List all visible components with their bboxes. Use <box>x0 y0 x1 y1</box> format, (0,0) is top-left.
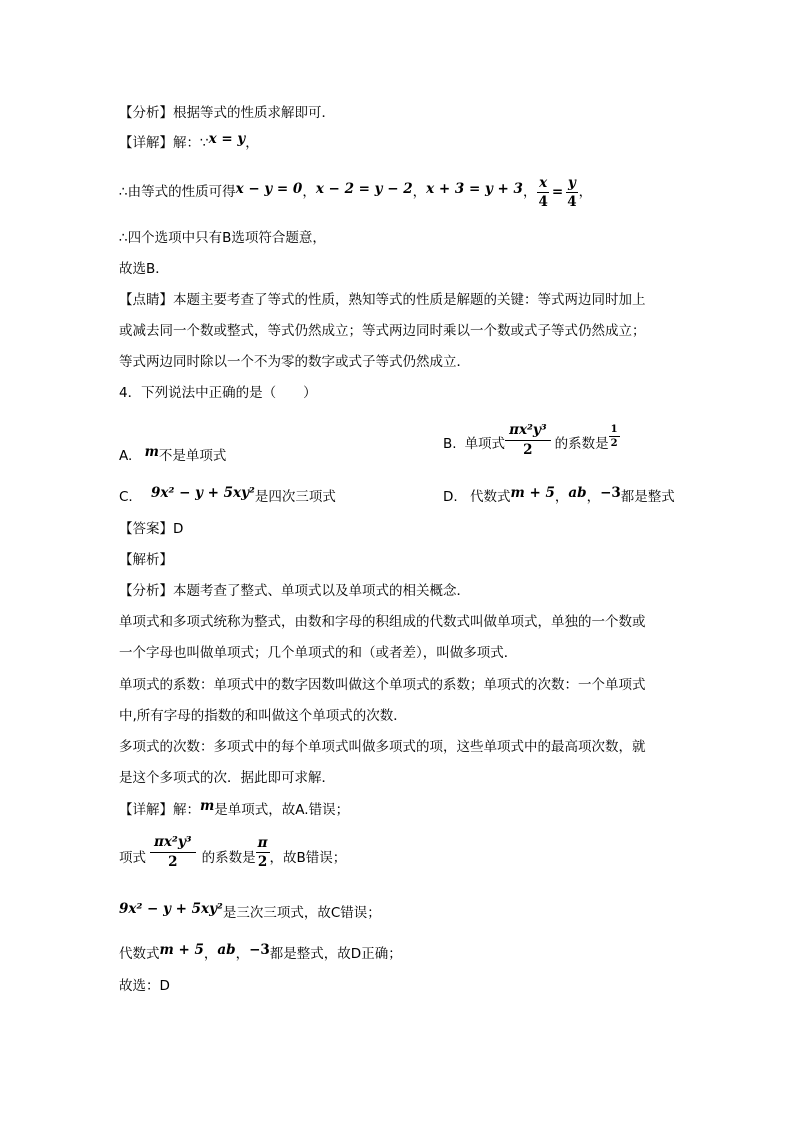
fraction-numerator: π <box>257 834 268 851</box>
solution-d-line <box>119 944 402 964</box>
solution-text2: 是单项式，故A.错误； <box>214 802 350 818</box>
fraction-numerator: πx²y³ <box>150 834 196 853</box>
solution-b-line <box>119 834 346 882</box>
analysis-tag: 【分析】 <box>119 105 173 121</box>
paragraph-1-line-2: 一个字母也叫做单项式；几个单项式的和（或者差），叫做多项式． <box>119 645 518 661</box>
option-b-text1: 单项式 <box>464 436 506 452</box>
comma: ， <box>203 946 218 962</box>
solution-text: 解： <box>173 802 200 818</box>
analysis-text: 根据等式的性质求解即可． <box>173 105 335 121</box>
solution-c-line <box>119 903 381 923</box>
option-label: B. <box>443 436 457 452</box>
property-prefix: ∴由等式的性质可得 <box>119 184 236 200</box>
option-c <box>119 487 336 507</box>
option-label: A. <box>119 448 133 464</box>
option-label: C. <box>119 489 133 505</box>
tip-line-2: 或减去同一个数或整式，等式仍然成立；等式两边同时乘以一个数或式子等式仍然成立； <box>119 323 646 339</box>
fraction-numerator: y <box>567 174 576 191</box>
paragraph-2-line-2: 中,所有字母的指数的和叫做这个单项式的次数． <box>119 708 407 724</box>
comma: ， <box>586 489 601 505</box>
fraction-y-over-4 <box>565 175 578 210</box>
analysis-line-2 <box>119 581 470 601</box>
option-b-text2: 的系数是 <box>554 436 609 452</box>
answer-line: 【答案】D <box>119 521 184 537</box>
option-label: D. <box>443 489 458 505</box>
tip-line-1 <box>119 290 646 310</box>
fraction-denominator: 2 <box>257 853 268 870</box>
solution-b-end: ，故B错误； <box>269 850 347 866</box>
analysis-tag: 【分析】 <box>119 583 173 599</box>
fraction-numerator: 1 <box>610 423 618 435</box>
solution-tag: 【详解】 <box>119 802 173 818</box>
paragraph-3-line-1: 多项式的次数：多项式中的每个单项式叫做多项式的项，这些单项式中的最高项次数，就 <box>119 739 646 755</box>
comma: ， <box>578 184 593 200</box>
option-d-expr2: ab <box>568 485 587 501</box>
paragraph-3-line-2: 是这个多项式的次．据此即可求解． <box>119 770 335 786</box>
option-d-text2: 都是整式 <box>620 489 675 505</box>
solution-d-expr2: ab <box>217 942 236 958</box>
fraction-numerator: x <box>539 174 548 191</box>
equals-sign: = <box>551 184 564 200</box>
fraction-denominator: 2 <box>523 442 533 458</box>
option-d-expr3: −3 <box>600 485 621 501</box>
option-d-text1: 代数式 <box>469 489 511 505</box>
question-4: 4．下列说法中正确的是（ ） <box>119 385 317 401</box>
fraction-denominator: 2 <box>610 437 618 449</box>
solution-d-text1: 代数式 <box>119 946 160 962</box>
analysis-text: 本题考查了整式、单项式以及单项式的相关概念． <box>173 583 470 599</box>
solution-b-fraction <box>150 834 196 870</box>
comma: ， <box>522 184 537 200</box>
conclusion-line: ∴四个选项中只有B选项符合题意， <box>119 230 326 246</box>
solution-b-coef <box>256 835 270 870</box>
solution-c-text: 是三次三项式，故C错误； <box>222 905 381 921</box>
option-b-fraction <box>505 422 551 458</box>
paragraph-1-line-1: 单项式和多项式统称为整式，由数和字母的积组成的代数式叫做单项式，单独的一个数或 <box>119 614 646 630</box>
fraction-denominator: 2 <box>168 854 178 870</box>
solution-line-1 <box>119 133 259 153</box>
solution-text: 解：∵ <box>173 135 209 151</box>
option-b <box>443 420 620 468</box>
paragraph-2-line-1: 单项式的系数：单项式中的数字因数叫做这个单项式的系数；单项式的次数：一个单项式 <box>119 677 646 693</box>
solution-var: m <box>200 798 215 814</box>
tip-text: 本题主要考查了等式的性质，熟知等式的性质是解题的关键：等式两边同时加上 <box>173 292 646 308</box>
solution-expr: x = y <box>208 131 246 147</box>
choice-line: 故选B． <box>119 261 169 277</box>
final-choice: 故选：D <box>119 978 170 994</box>
expr-x-minus-2: x − 2 = y − 2 <box>315 181 413 197</box>
option-a-var: m <box>144 444 159 460</box>
comma: ， <box>412 184 427 200</box>
option-c-expr: 9x² − y + 5xy² <box>151 485 255 501</box>
option-d-expr1: m + 5 <box>510 485 555 501</box>
solution-comma: ， <box>245 135 259 151</box>
solution-c-expr: 9x² − y + 5xy² <box>119 901 223 917</box>
comma: ， <box>235 946 250 962</box>
expr-x-plus-3: x + 3 = y + 3 <box>426 181 523 197</box>
solution-b-prefix: 项式 <box>119 850 146 866</box>
comma: ， <box>554 489 569 505</box>
fraction-denominator: 4 <box>538 193 548 210</box>
expr-x-minus-y: x − y = 0 <box>235 181 303 197</box>
solution-line-2 <box>119 800 349 820</box>
option-b-coef <box>609 424 620 449</box>
option-c-text: 是四次三项式 <box>254 489 336 505</box>
option-a-text: 不是单项式 <box>158 448 227 464</box>
solution-d-expr1: m + 5 <box>159 942 204 958</box>
analysis-line-1 <box>119 103 335 123</box>
solution-d-text2: 都是整式，故D正确； <box>269 946 402 962</box>
comma: ， <box>302 184 316 200</box>
option-d <box>443 487 675 507</box>
solution-d-expr3: −3 <box>249 942 270 958</box>
option-a <box>119 446 226 466</box>
fraction-numerator: πx²y³ <box>505 422 551 441</box>
analysis-header: 【解析】 <box>119 552 173 568</box>
fraction-x-over-4 <box>536 175 549 210</box>
solution-tag: 【详解】 <box>119 135 173 151</box>
fraction-denominator: 4 <box>567 193 577 210</box>
tip-tag: 【点睛】 <box>119 292 173 308</box>
property-line <box>119 172 592 212</box>
tip-line-3: 等式两边同时除以一个不为零的数字或式子等式仍然成立． <box>119 354 470 370</box>
solution-b-mid: 的系数是 <box>201 850 256 866</box>
